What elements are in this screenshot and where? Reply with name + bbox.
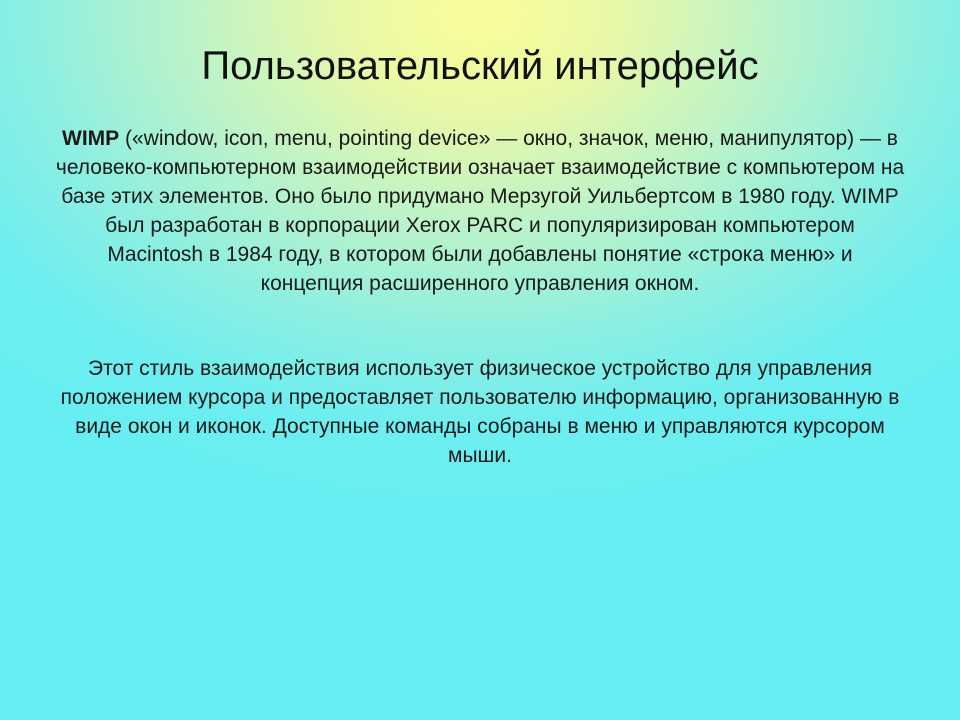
wimp-definition-text: («window, icon, menu, pointing device» — окно, значок, меню, манипулятор) — в человеко-компьютерном взаимодействии означает взаимодействие с компьютером на базе этих элементов. Оно было придумано Мерзугой Уильбертсом в 1980 году. WIMP был разработан в корпорации Xerox PARC и популяризирован компьютером Macintosh в 1984 году, в котором были добавлены понятие «строка меню» и концепция расширенного управления окном. — [55, 127, 905, 295]
slide-title: Пользовательский интерфейс — [201, 44, 759, 88]
wimp-term: WIMP — [62, 127, 120, 150]
wimp-definition-paragraph — [55, 124, 905, 298]
interaction-style-paragraph: Этот стиль взаимодействия использует физическое устройство для управления положением курсора и предоставляет пользователю информацию, организованную в виде окон и иконок. Доступные команды собраны в меню и управляются курсором мыши. — [60, 357, 900, 467]
